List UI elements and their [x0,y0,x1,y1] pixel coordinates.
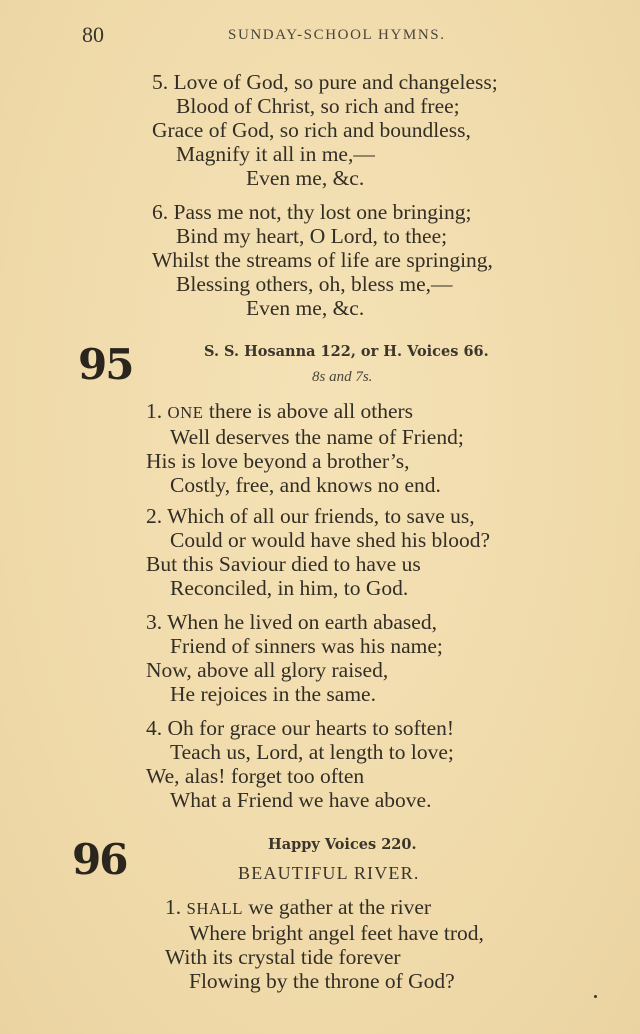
verse-line: With its crystal tide forever [165,945,401,969]
stanza-6 [152,200,493,320]
running-head [0,22,640,50]
verse-line: Grace of God, so rich and boundless, [152,118,471,142]
verse-line: Magnify it all in me,— [176,142,375,166]
running-title: SUNDAY-SCHOOL HYMNS. [228,27,446,43]
verse-line: Blood of Christ, so rich and free; [176,94,460,118]
hymn-95-stanza-1 [146,399,464,497]
line-text: Love of God, so pure and changeless; [173,70,498,94]
tune-reference: Happy Voices 220. [268,836,417,853]
verse-line: Where bright angel feet have trod, [189,921,484,945]
stanza-number: 1. [146,399,163,423]
line-text: Which of all our friends, to save us, [167,504,475,528]
stanza-number: 1. [165,895,182,919]
verse-line: His is love beyond a brother’s, [146,449,410,473]
verse-line: What a Friend we have above. [170,788,432,812]
verse-line: Whilst the streams of life are springing, [152,248,493,272]
verse-line: But this Saviour died to have us [146,552,421,576]
verse-line [146,399,464,425]
verse-line: Costly, free, and knows no end. [170,473,441,497]
verse-line [152,70,498,94]
stanza-number: 5. [152,70,169,94]
verse-line: Bind my heart, O Lord, to thee; [176,224,448,248]
stanza-number: 3. [146,610,163,634]
verse-line [146,504,490,528]
verse-line: Could or would have shed his blood? [170,528,491,552]
hymn-number-95: 95 [78,340,133,389]
hymn-number-96: 96 [72,835,127,884]
small-caps-word: ONE [167,403,204,422]
small-caps-word: SHALL [186,899,244,918]
verse-line: He rejoices in the same. [170,682,376,706]
ink-speck [594,995,597,998]
verse-line: Well deserves the name of Friend; [170,425,464,449]
hymn-95-stanza-3 [146,610,443,706]
hymn-95-stanza-4 [146,716,454,812]
hymn-96-stanza-1 [165,895,484,993]
hymn-95-stanza-2 [146,504,490,600]
verse-line: Teach us, Lord, at length to love; [170,740,454,764]
stanza-number: 2. [146,504,163,528]
stanza-5 [152,70,498,190]
line-text: Oh for grace our hearts to soften! [167,716,455,740]
refrain-line: Even me, &c. [246,166,365,190]
line-text: we gather at the river [243,895,432,919]
stanza-number: 4. [146,716,163,740]
hymn-title: BEAUTIFUL RIVER. [238,863,420,883]
line-text: When he lived on earth abased, [167,610,437,634]
verse-line: Reconciled, in him, to God. [170,576,409,600]
tune-reference: S. S. Hosanna 122, or H. Voices 66. [204,343,489,360]
refrain-line: Even me, &c. [246,296,365,320]
line-text: Pass me not, thy lost one bringing; [173,200,472,224]
verse-line: We, alas! forget too often [146,764,365,788]
stanza-number: 6. [152,200,169,224]
page-number: 80 [82,22,104,47]
verse-line [152,200,493,224]
verse-line: Friend of sinners was his name; [170,634,443,658]
meter: 8s and 7s. [312,369,373,385]
verse-line [146,716,454,740]
line-text: there is above all others [203,399,414,423]
verse-line: Now, above all glory raised, [146,658,389,682]
verse-line [146,610,443,634]
verse-line: Blessing others, oh, bless me,— [176,272,453,296]
verse-line: Flowing by the throne of God? [189,969,455,993]
verse-line [165,895,484,921]
